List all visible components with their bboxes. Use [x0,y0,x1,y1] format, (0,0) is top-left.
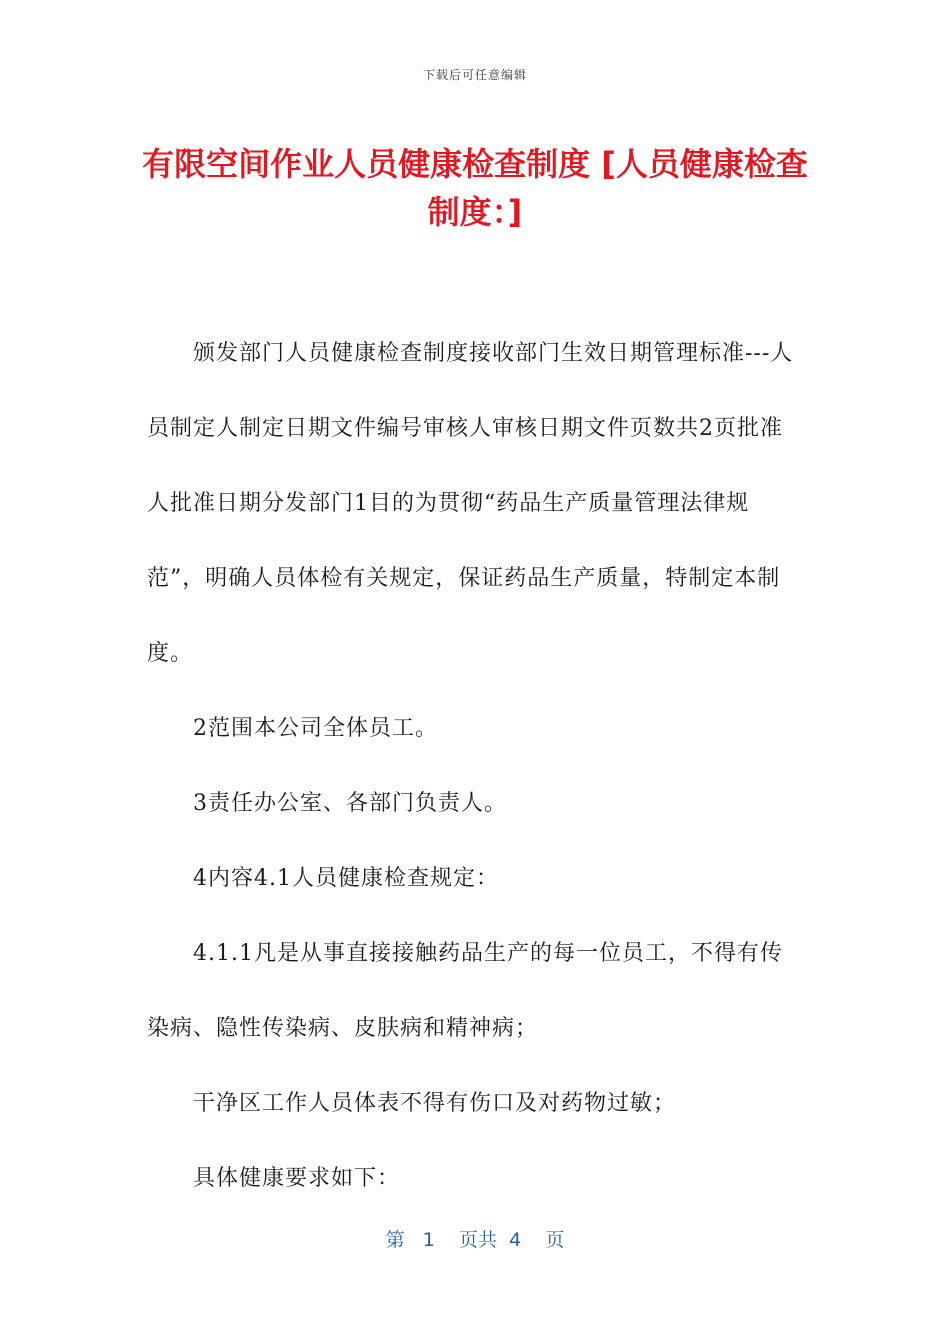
page-footer [0,1225,950,1252]
paragraph-health-requirements: 具体健康要求如下： [193,1166,401,1191]
header-note: 下载后可任意编辑 [422,68,527,82]
document-title: 有限空间作业人员健康检查制度 [人员健康检查制度：] [142,145,808,231]
document-body [147,316,797,1216]
total-pages-number: 4 [509,1229,522,1251]
page-label-prefix: 第 [385,1229,405,1251]
paragraph-clean-area: 干净区工作人员体表不得有伤口及对药物过敏； [193,1091,677,1116]
current-page-number: 1 [422,1229,435,1251]
page-label-suffix: 页 [545,1229,565,1251]
paragraph-rule-4-1-1: 4.1.1凡是从事直接接触药品生产的每一位员工，不得有传染病、隐性传染病、皮肤病和精神病； [147,941,783,1041]
paragraph-responsibility: 3责任办公室、各部门负责人。 [193,791,507,816]
paragraph-scope: 2范围本公司全体员工。 [193,716,438,741]
page-label-middle: 页共 [459,1229,498,1251]
paragraph-purpose: 颁发部门人员健康检查制度接收部门生效日期管理标准---人员制定人制定日期文件编号审核人审核日期文件页数共2页批准人批准日期分发部门1目的为贯彻“药品生产质量管理法律规范”，明确人员体检有关规定，保证药品生产质量，特制定本制度。 [147,341,794,666]
paragraph-content-heading: 4内容4.1人员健康检查规定： [193,866,499,891]
